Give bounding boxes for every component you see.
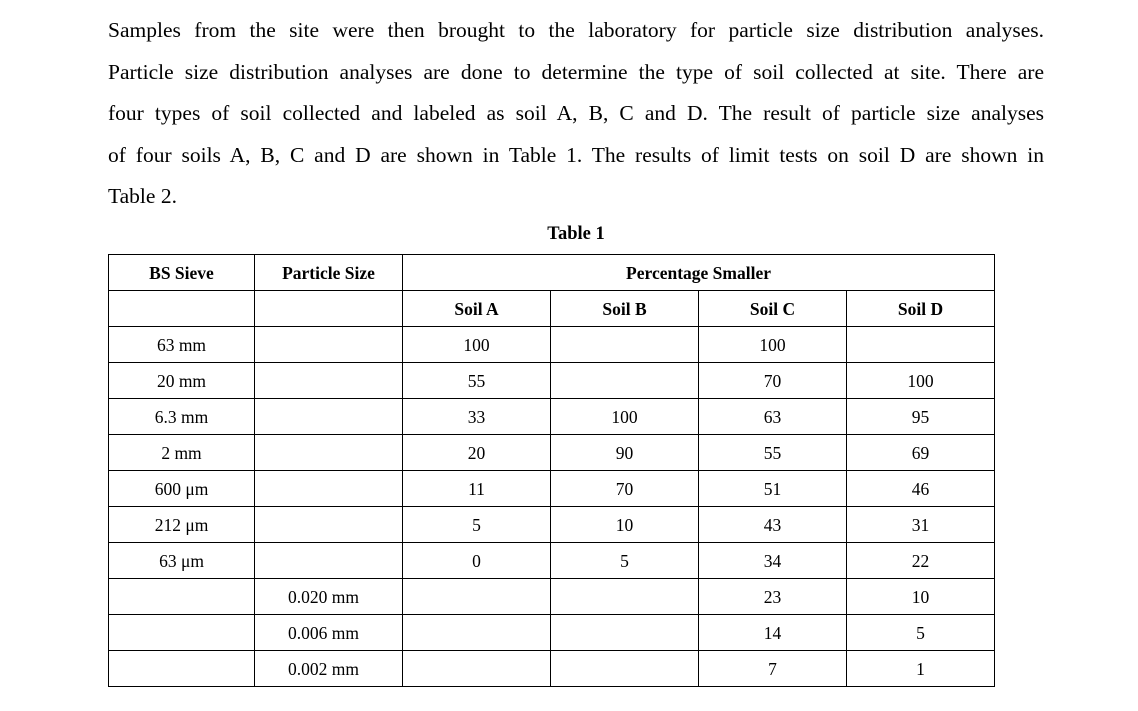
soil-b-cell <box>551 579 699 615</box>
soil-b-cell: 90 <box>551 435 699 471</box>
particle-size-cell <box>255 543 403 579</box>
sieve-cell: 6.3 mm <box>109 399 255 435</box>
soil-a-cell: 33 <box>403 399 551 435</box>
soil-b-cell <box>551 651 699 687</box>
particle-size-cell <box>255 435 403 471</box>
soil-d-cell: 22 <box>847 543 995 579</box>
soil-a-cell <box>403 615 551 651</box>
soil-a-cell: 20 <box>403 435 551 471</box>
soil-a-cell: 55 <box>403 363 551 399</box>
soil-c-cell: 63 <box>699 399 847 435</box>
soil-c-cell: 23 <box>699 579 847 615</box>
soil-b-cell: 100 <box>551 399 699 435</box>
soil-d-cell: 69 <box>847 435 995 471</box>
empty-cell <box>255 291 403 327</box>
table-row <box>109 471 995 507</box>
soil-a-cell: 11 <box>403 471 551 507</box>
soil-a-cell: 5 <box>403 507 551 543</box>
paragraph-line: Samples from the site were then brought to the laboratory for particle size distribution analyses. <box>108 18 1044 42</box>
soil-b-cell <box>551 615 699 651</box>
soil-d-cell: 5 <box>847 615 995 651</box>
header-bs-sieve: BS Sieve <box>109 255 255 291</box>
particle-size-cell <box>255 327 403 363</box>
particle-size-cell: 0.020 mm <box>255 579 403 615</box>
header-soil-c: Soil C <box>699 291 847 327</box>
sieve-cell: 63 mm <box>109 327 255 363</box>
table-row <box>109 399 995 435</box>
sieve-cell <box>109 615 255 651</box>
soil-d-cell: 46 <box>847 471 995 507</box>
soil-c-cell: 34 <box>699 543 847 579</box>
sieve-cell <box>109 579 255 615</box>
soil-a-cell: 100 <box>403 327 551 363</box>
soil-d-cell: 10 <box>847 579 995 615</box>
soil-c-cell: 100 <box>699 327 847 363</box>
particle-size-cell: 0.002 mm <box>255 651 403 687</box>
table-caption: Table 1 <box>547 224 605 244</box>
soil-d-cell <box>847 327 995 363</box>
table-row <box>109 651 995 687</box>
header-particle-size: Particle Size <box>255 255 403 291</box>
paragraph-line: of four soils A, B, C and D are shown in Table 1. The results of limit tests on soil D are shown in <box>108 142 1044 167</box>
particle-size-cell <box>255 507 403 543</box>
header-soil-d: Soil D <box>847 291 995 327</box>
empty-cell <box>109 291 255 327</box>
header-soil-a: Soil A <box>403 291 551 327</box>
soil-b-cell <box>551 363 699 399</box>
soil-header-row <box>109 291 995 327</box>
table-row <box>109 579 995 615</box>
table-row <box>109 615 995 651</box>
soil-d-cell: 1 <box>847 651 995 687</box>
soil-c-cell: 55 <box>699 435 847 471</box>
soil-b-cell: 70 <box>551 471 699 507</box>
sieve-cell <box>109 651 255 687</box>
intro-paragraph <box>108 10 1044 218</box>
soil-a-cell: 0 <box>403 543 551 579</box>
soil-b-cell: 10 <box>551 507 699 543</box>
header-percentage-smaller: Percentage Smaller <box>403 255 995 291</box>
paragraph-line: four types of soil collected and labeled as soil A, B, C and D. The result of particle size analyses <box>108 101 1044 125</box>
sieve-cell: 212 μm <box>109 507 255 543</box>
sieve-cell: 63 μm <box>109 543 255 579</box>
soil-a-cell <box>403 651 551 687</box>
soil-c-cell: 70 <box>699 363 847 399</box>
soil-d-cell: 31 <box>847 507 995 543</box>
soil-c-cell: 51 <box>699 471 847 507</box>
soil-c-cell: 7 <box>699 651 847 687</box>
particle-size-cell <box>255 363 403 399</box>
sieve-cell: 2 mm <box>109 435 255 471</box>
sieve-cell: 20 mm <box>109 363 255 399</box>
table-row <box>109 327 995 363</box>
soil-b-cell <box>551 327 699 363</box>
sieve-cell: 600 μm <box>109 471 255 507</box>
soil-d-cell: 95 <box>847 399 995 435</box>
header-soil-b: Soil B <box>551 291 699 327</box>
soil-c-cell: 43 <box>699 507 847 543</box>
table-row <box>109 543 995 579</box>
soil-b-cell: 5 <box>551 543 699 579</box>
table-row <box>109 435 995 471</box>
particle-size-cell <box>255 471 403 507</box>
soil-a-cell <box>403 579 551 615</box>
header-row <box>109 255 995 291</box>
particle-size-cell: 0.006 mm <box>255 615 403 651</box>
particle-size-table <box>108 254 995 687</box>
soil-d-cell: 100 <box>847 363 995 399</box>
soil-c-cell: 14 <box>699 615 847 651</box>
paragraph-line: Particle size distribution analyses are done to determine the type of soil collected at site. There are <box>108 59 1044 84</box>
paragraph-line: Table 2. <box>108 184 177 208</box>
particle-size-cell <box>255 399 403 435</box>
table-row <box>109 363 995 399</box>
table-row <box>109 507 995 543</box>
